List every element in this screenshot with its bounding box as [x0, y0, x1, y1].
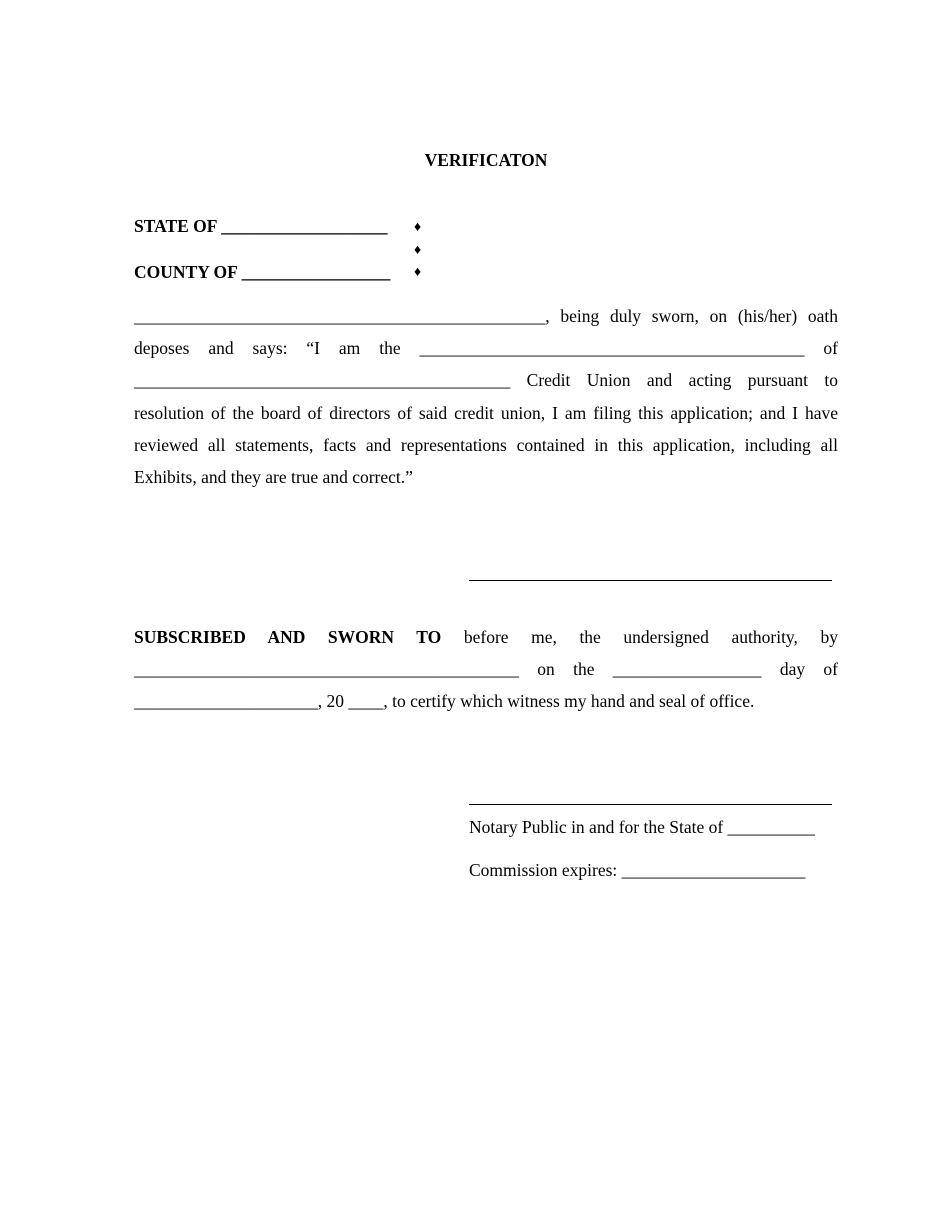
- statement-line: deposes and says: “I am the ____________________________________________ of: [134, 338, 838, 359]
- jurat-line: _____________________, 20 ____, to certify which witness my hand and seal of office.: [134, 691, 755, 712]
- page-title: VERIFICATON: [424, 150, 548, 170]
- notary-signature-line: [469, 804, 832, 805]
- diamond-icon: ♦: [414, 220, 422, 235]
- statement-line: Exhibits, and they are true and correct.”: [134, 466, 413, 487]
- jurat-line: [134, 621, 838, 653]
- jurat-line: ____________________________________________ on the _________________ day of: [134, 659, 838, 680]
- statement-line: ___________________________________________ Credit Union and acting pursuant to: [134, 370, 838, 391]
- statement-line: reviewed all statements, facts and representations contained in this application, including all: [134, 434, 838, 455]
- county-of-label: COUNTY OF _________________: [134, 262, 391, 282]
- state-of-label: STATE OF ___________________: [134, 216, 388, 236]
- jurat-statement: [134, 621, 838, 718]
- diamond-icon: ♦: [414, 265, 422, 280]
- jurat-line-rest: before me, the undersigned authority, by: [441, 627, 838, 647]
- jurat-bold-lead: SUBSCRIBED AND SWORN TO: [134, 627, 442, 647]
- commission-expires-label: Commission expires: _____________________: [469, 860, 806, 880]
- verification-statement: [134, 300, 838, 493]
- diamond-icon: ♦: [414, 243, 422, 258]
- statement-line: _______________________________________________, being duly sworn, on (his/her) oath: [134, 306, 838, 326]
- statement-line: resolution of the board of directors of said credit union, I am filing this application; and I have: [134, 402, 838, 423]
- notary-state-label: Notary Public in and for the State of __________: [469, 817, 816, 837]
- affiant-signature-line: [469, 580, 832, 581]
